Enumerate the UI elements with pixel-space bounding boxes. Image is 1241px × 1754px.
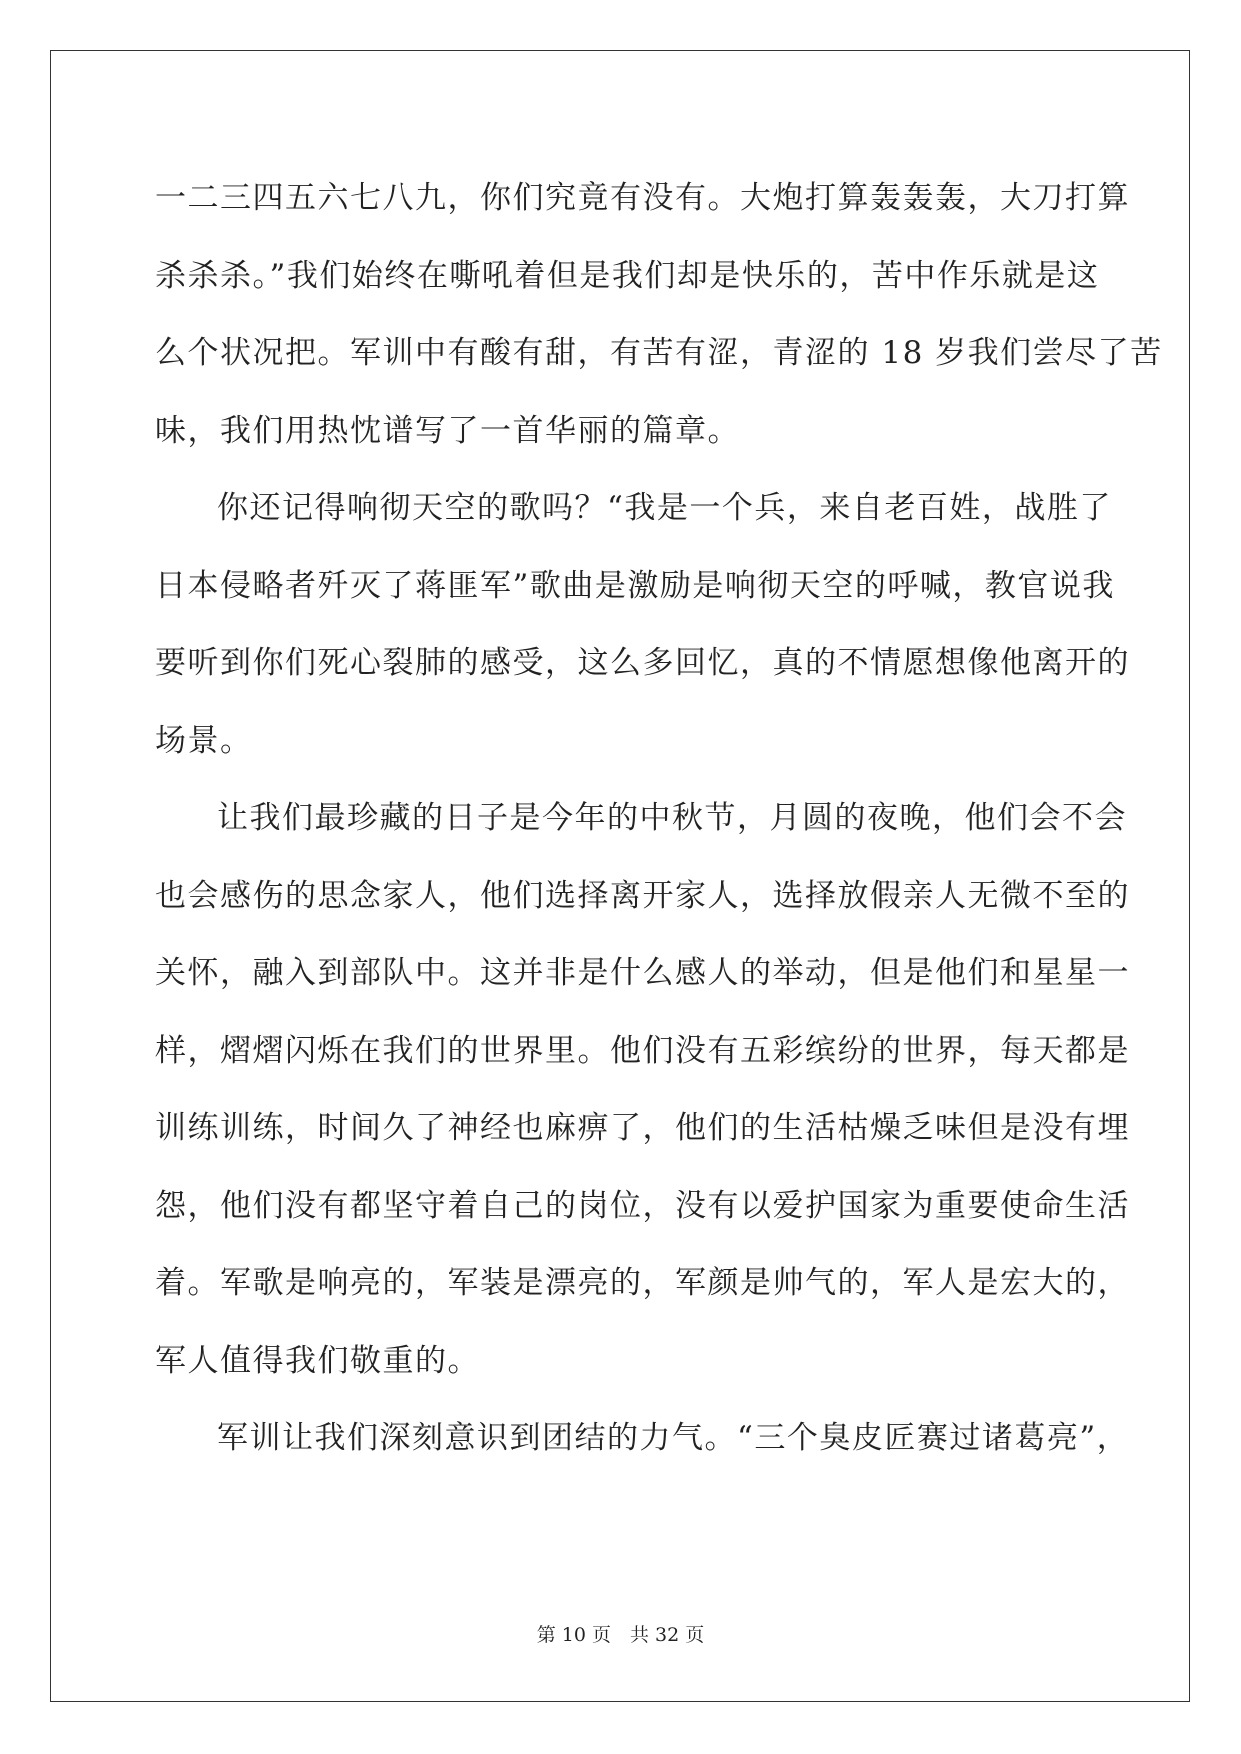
text-line: 么个状况把。军训中有酸有甜，有苦有涩，青涩的 18 岁我们尝尽了苦 [155,335,1163,371]
text-line: 场景。 [155,722,253,759]
text-line: 关怀，融入到部队中。这并非是什么感人的举动，但是他们和星星一 [155,955,1130,991]
text-line: 怨，他们没有都坚守着自己的岗位，没有以爱护国家为重要使命生活 [155,1187,1130,1224]
paragraph-start-line: 军训让我们深刻意识到团结的力气。“三个臭皮匠赛过诸葛亮”， [217,1420,1130,1456]
text-line: 杀杀杀。”我们始终在嘶吼着但是我们却是快乐的，苦中作乐就是这 [155,257,1100,294]
text-line: 军人值得我们敬重的。 [155,1342,480,1379]
paragraph-start-line: 让我们最珍藏的日子是今年的中秋节，月圆的夜晚，他们会不会 [217,800,1127,836]
text-line: 着。军歌是响亮的，军装是漂亮的，军颜是帅气的，军人是宏大的， [155,1265,1130,1301]
text-line: 要听到你们死心裂肺的感受，这么多回忆，真的不情愿想像他离开的 [155,645,1130,681]
text-line: 样，熠熠闪烁在我们的世界里。他们没有五彩缤纷的世界，每天都是 [155,1032,1130,1069]
text-line: 也会感伤的思念家人，他们选择离开家人，选择放假亲人无微不至的 [155,877,1130,914]
text-line: 训练训练，时间久了神经也麻痹了，他们的生活枯燥乏味但是没有埋 [155,1110,1130,1146]
text-line: 一二三四五六七八九，你们究竟有没有。大炮打算轰轰轰，大刀打算 [155,180,1130,216]
document-body [155,160,1163,1478]
text-line: 日本侵略者歼灭了蒋匪军”歌曲是激励是响彻天空的呼喊，教官说我 [155,567,1115,604]
text-line: 味，我们用热忱谱写了一首华丽的篇章。 [155,412,740,449]
page-number-footer: 第 10 页 共 32 页 [536,1624,705,1646]
paragraph-start-line: 你还记得响彻天空的歌吗？“我是一个兵，来自老百姓，战胜了 [217,490,1112,526]
